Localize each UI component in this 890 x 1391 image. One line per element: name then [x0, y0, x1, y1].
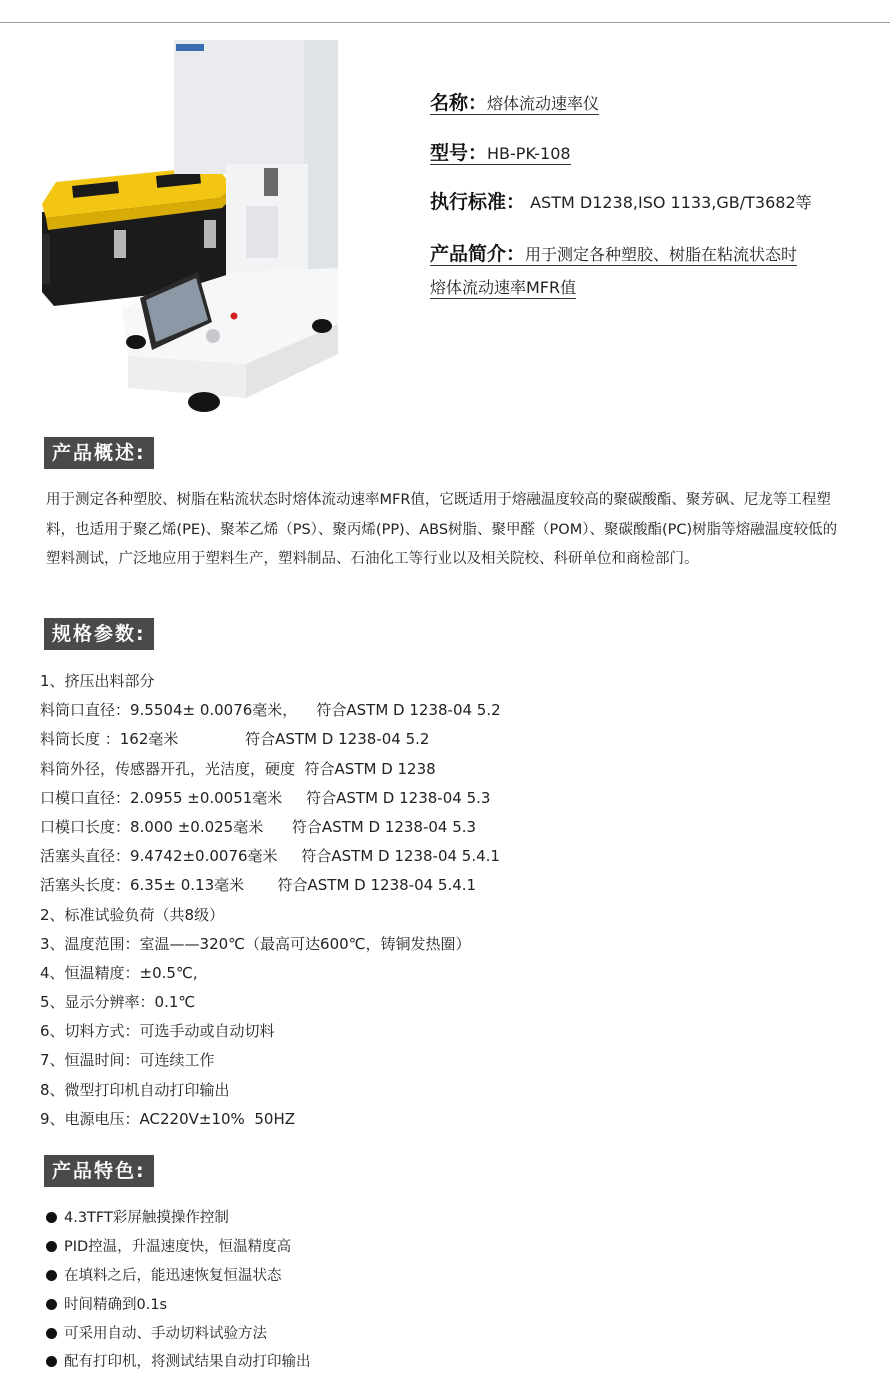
feature-text: 时间精确到0.1s	[64, 1296, 168, 1313]
intro-line-1: 用于测定各种塑胶、树脂在粘流状态时	[525, 245, 798, 264]
name-label: 名称：	[430, 92, 488, 114]
spec-item: 活塞头长度：6.35± 0.13毫米 符合ASTM D 1238-04 5.4.1	[40, 876, 477, 895]
features-list	[46, 1204, 311, 1377]
spec-item: 9、电源电压：AC220V±10% 50HZ	[40, 1109, 295, 1128]
model-label: 型号：	[430, 142, 488, 164]
feature-item	[46, 1233, 311, 1262]
spec-item: 5、显示分辨率：0.1℃	[40, 993, 196, 1012]
bullet-dot-icon	[46, 1299, 57, 1310]
spec-item: 料筒口直径：9.5504± 0.0076毫米， 符合ASTM D 1238-04 5.2	[40, 701, 501, 720]
product-standard-row	[430, 187, 812, 214]
bullet-dot-icon	[46, 1241, 57, 1252]
bullet-dot-icon	[46, 1270, 57, 1281]
product-photo	[36, 36, 356, 422]
feature-item	[46, 1348, 311, 1377]
product-model-row	[430, 138, 571, 165]
feature-text: PID控温，升温速度快，恒温精度高	[64, 1238, 292, 1255]
feature-text: 可采用自动、手动切料试验方法	[64, 1325, 267, 1342]
feature-item	[46, 1262, 311, 1291]
model-value: HB-PK-108	[487, 144, 571, 163]
spec-item: 7、恒温时间：可连续工作	[40, 1051, 215, 1070]
standard-label: 执行标准：	[430, 191, 526, 213]
product-intro-row	[430, 238, 860, 304]
spec-item: 1、挤压出料部分	[40, 672, 155, 690]
top-divider	[0, 22, 890, 23]
standard-value: ASTM D1238,ISO 1133,GB/T3682等	[530, 193, 812, 212]
spec-item: 活塞头直径：9.4742±0.0076毫米 符合ASTM D 1238-04 5.4.1	[40, 847, 500, 866]
bullet-dot-icon	[46, 1356, 57, 1367]
product-name-row	[430, 88, 599, 115]
specs-heading: 规格参数:	[44, 618, 154, 650]
spec-item: 6、切料方式：可选手动或自动切料	[40, 1022, 275, 1041]
feature-text: 4.3TFT彩屏触摸操作控制	[64, 1210, 229, 1226]
feature-text: 配有打印机，将测试结果自动打印输出	[64, 1354, 311, 1371]
spec-item: 4、恒温精度：±0.5℃,	[40, 963, 198, 982]
intro-label: 产品简介：	[430, 243, 526, 265]
specs-list	[40, 667, 501, 1134]
feature-item	[46, 1204, 311, 1233]
features-heading: 产品特色:	[44, 1155, 154, 1187]
spec-item: 料筒长度 ：162毫米 符合ASTM D 1238-04 5.2	[40, 730, 430, 749]
overview-heading: 产品概述:	[44, 437, 154, 469]
bullet-dot-icon	[46, 1212, 57, 1223]
spec-item: 口模口直径：2.0955 ±0.0051毫米 符合ASTM D 1238-04 5.3	[40, 788, 491, 807]
feature-item	[46, 1291, 311, 1320]
overview-text: 用于测定各种塑胶、树脂在粘流状态时熔体流动速率MFR值，它既适用于熔融温度较高的聚碳酸酯、聚芳砜、尼龙等工程塑料，也适用于聚乙烯(PE)、聚苯乙烯（PS）、聚丙烯(PP)、ABS树脂、聚甲醛（POM）、聚碳酸酯(PC)树脂等熔融温度较低的塑料测试，广泛地应用于塑料生产，塑料制品、石油化工等行业以及相关院校、科研单位和商检部门。	[46, 492, 838, 567]
bullet-dot-icon	[46, 1328, 57, 1339]
feature-text: 在填料之后，能迅速恢复恒温状态	[64, 1267, 282, 1284]
spec-item: 3、温度范围：室温——320℃（最高可达600℃，铸铜发热圈）	[40, 934, 471, 953]
name-value: 熔体流动速率仪	[487, 94, 600, 113]
intro-line-2: 熔体流动速率MFR值	[430, 278, 577, 297]
spec-item: 8、微型打印机自动打印输出	[40, 1080, 230, 1099]
spec-item: 料筒外径，传感器开孔，光洁度，硬度 符合ASTM D 1238	[40, 759, 436, 778]
feature-item	[46, 1320, 311, 1349]
spec-item: 口模口长度：8.000 ±0.025毫米 符合ASTM D 1238-04 5.3	[40, 817, 477, 836]
spec-item: 2、标准试验负荷（共8级）	[40, 905, 225, 924]
